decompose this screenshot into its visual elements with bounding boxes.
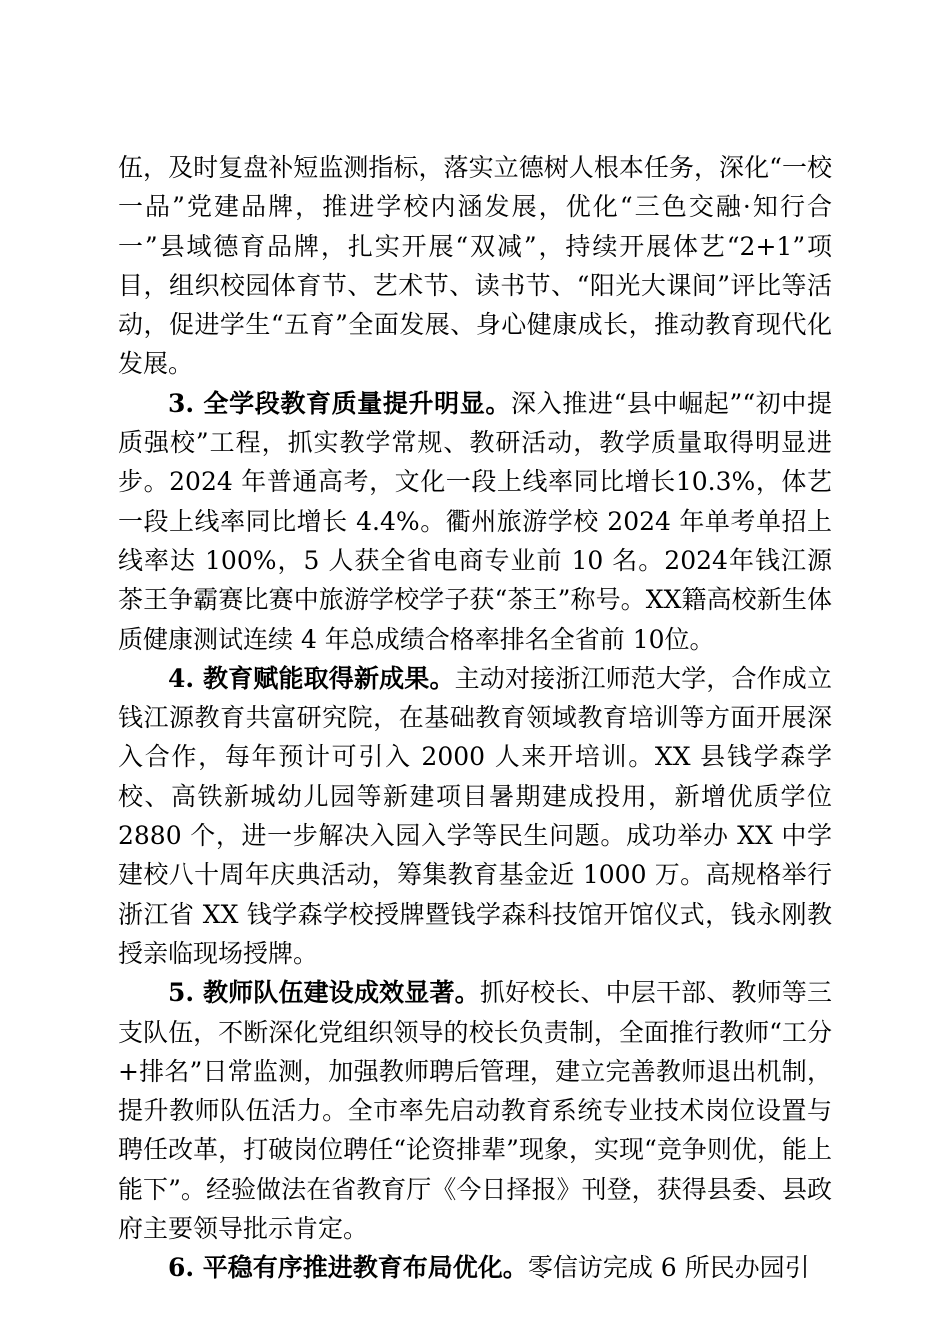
paragraph-heading: 5. 教师队伍建设成效显著。 (168, 978, 480, 1008)
paragraph-body: 主动对接浙江师范大学，合作成立钱江源教育共富研究院，在基础教育领域教育培训等方面开展深入合作，每年预计可引入 2000 人来开培训。XX 县钱学森学校、高铁新城幼儿园等新建项目暑期建成投用，新增优质学位 2880 个，进一步解决入园入学等民生问题。成功举办 XX 中学建校八十周年庆典活动，筹集教育基金近 1000 万。高规格举行浙江省 XX 钱学森学校授牌暨钱学森科技馆开馆仪式，钱永刚教授亲临现场授牌。 (118, 663, 832, 968)
paragraph-body: 伍，及时复盘补短监测指标，落实立德树人根本任务，深化“一校一品”党建品牌，推进学校内涵发展，优化“三色交融·知行合一”县域德育品牌，扎实开展“双减”，持续开展体艺“2+1”项目，组织校园体育节、艺术节、读书节、“阳光大课间”评比等活动，促进学生“五育”全面发展、身心健康成长，推动教育现代化发展。 (118, 153, 832, 379)
paragraph-body: 深入推进“县中崛起”“初中提质强校”工程，抓实教学常规、教研活动，教学质量取得明显进步。2024 年普通高考，文化一段上线率同比增长10.3%，体艺一段上线率同比增长 4.4%。衢州旅游学校 2024 年单考单招上线率达 100%，5 人获全省电商专业前 10 名。2024年钱江源茶王争霸赛比赛中旅游学校学子获“茶王”称号。XX籍高校新生体质健康测试连续 4 年总成绩合格率排名全省前 10位。 (118, 388, 832, 654)
paragraph-item-6 (118, 1248, 832, 1287)
paragraph-continuation (118, 148, 832, 384)
paragraph-item-5 (118, 973, 832, 1248)
paragraph-heading: 3. 全学段教育质量提升明显。 (168, 388, 512, 418)
paragraph-heading: 4. 教育赋能取得新成果。 (168, 663, 455, 693)
paragraph-item-4 (118, 659, 832, 973)
paragraph-item-3 (118, 384, 832, 659)
paragraph-body: 零信访完成 6 所民办园引 (527, 1253, 810, 1283)
document-page (118, 148, 832, 1288)
paragraph-body: 抓好校长、中层干部、教师等三支队伍，不断深化党组织领导的校长负责制，全面推行教师“工分+排名”日常监测，加强教师聘后管理，建立完善教师退出机制，提升教师队伍活力。全市率先启动教育系统专业技术岗位设置与聘任改革，打破岗位聘任“论资排辈”现象，实现“竞争则优，能上能下”。经验做法在省教育厅《今日择报》刊登，获得县委、县政府主要领导批示肯定。 (118, 978, 832, 1244)
paragraph-heading: 6. 平稳有序推进教育布局优化。 (168, 1253, 528, 1283)
